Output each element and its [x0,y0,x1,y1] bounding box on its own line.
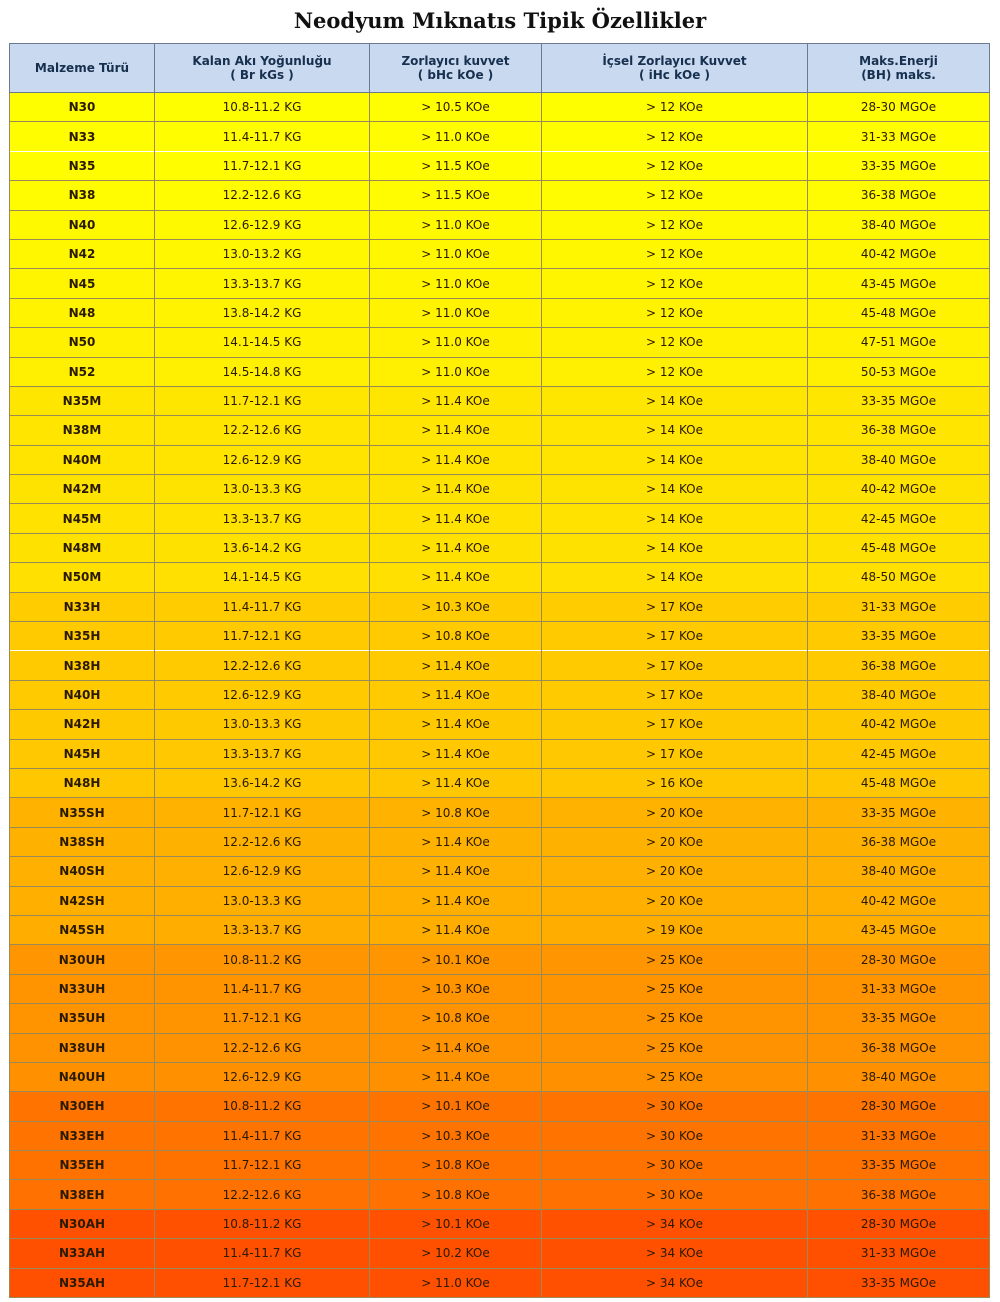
table-row [10,181,990,210]
column-header-title: Maks.Enerji [859,54,938,68]
table-row [10,1004,990,1033]
remanence-cell: 10.8-11.2 KG [155,1209,370,1238]
material-cell: N35H [10,622,155,651]
coercivity-cell: > 11.4 KOe [370,445,542,474]
max-energy-cell: 48-50 MGOe [808,563,990,592]
table-row [10,533,990,562]
material-cell: N42M [10,475,155,504]
remanence-cell: 11.4-11.7 KG [155,592,370,621]
max-energy-cell: 40-42 MGOe [808,710,990,739]
remanence-cell: 13.3-13.7 KG [155,269,370,298]
intrinsic-coercivity-cell: > 34 KOe [542,1268,808,1297]
intrinsic-coercivity-cell: > 30 KOe [542,1180,808,1209]
table-row [10,122,990,151]
remanence-cell: 11.7-12.1 KG [155,622,370,651]
material-cell: N48H [10,768,155,797]
coercivity-cell: > 10.8 KOe [370,1004,542,1033]
coercivity-cell: > 11.4 KOe [370,651,542,680]
material-cell: N42H [10,710,155,739]
max-energy-cell: 31-33 MGOe [808,1121,990,1150]
coercivity-cell: > 11.4 KOe [370,504,542,533]
table-row [10,622,990,651]
material-cell: N38SH [10,827,155,856]
table-row [10,328,990,357]
max-energy-cell: 40-42 MGOe [808,886,990,915]
column-header-title: Malzeme Türü [34,61,130,75]
max-energy-cell: 36-38 MGOe [808,1033,990,1062]
coercivity-cell: > 10.5 KOe [370,93,542,122]
material-cell: N33AH [10,1239,155,1268]
max-energy-cell: 36-38 MGOe [808,827,990,856]
coercivity-cell: > 11.0 KOe [370,328,542,357]
intrinsic-coercivity-cell: > 19 KOe [542,915,808,944]
table-row [10,475,990,504]
remanence-cell: 11.7-12.1 KG [155,386,370,415]
intrinsic-coercivity-cell: > 25 KOe [542,974,808,1003]
remanence-cell: 10.8-11.2 KG [155,945,370,974]
material-cell: N30 [10,93,155,122]
max-energy-cell: 36-38 MGOe [808,1180,990,1209]
remanence-cell: 12.2-12.6 KG [155,827,370,856]
column-header-unit: ( bHc kOe ) [417,68,494,82]
intrinsic-coercivity-cell: > 12 KOe [542,122,808,151]
remanence-cell: 11.4-11.7 KG [155,1121,370,1150]
table-row [10,1268,990,1297]
coercivity-cell: > 11.4 KOe [370,533,542,562]
column-header-material [10,44,155,93]
table-row [10,386,990,415]
max-energy-cell: 38-40 MGOe [808,210,990,239]
table-row [10,563,990,592]
remanence-cell: 11.7-12.1 KG [155,1004,370,1033]
table-row [10,592,990,621]
table-row [10,269,990,298]
column-header-coercivity [370,44,542,93]
coercivity-cell: > 11.4 KOe [370,886,542,915]
max-energy-cell: 28-30 MGOe [808,1209,990,1238]
material-cell: N35M [10,386,155,415]
remanence-cell: 12.2-12.6 KG [155,1033,370,1062]
coercivity-cell: > 11.4 KOe [370,1033,542,1062]
remanence-cell: 12.6-12.9 KG [155,445,370,474]
intrinsic-coercivity-cell: > 12 KOe [542,181,808,210]
remanence-cell: 12.2-12.6 KG [155,416,370,445]
coercivity-cell: > 10.1 KOe [370,1092,542,1121]
column-header-unit: ( iHc kOe ) [638,68,711,82]
material-cell: N30EH [10,1092,155,1121]
remanence-cell: 11.4-11.7 KG [155,1239,370,1268]
material-cell: N48M [10,533,155,562]
material-cell: N42 [10,239,155,268]
intrinsic-coercivity-cell: > 17 KOe [542,739,808,768]
table-row [10,710,990,739]
material-cell: N35 [10,151,155,180]
max-energy-cell: 42-45 MGOe [808,739,990,768]
column-header-title: Kalan Akı Yoğunluğu [192,54,332,68]
material-cell: N30AH [10,1209,155,1238]
max-energy-cell: 36-38 MGOe [808,416,990,445]
remanence-cell: 12.6-12.9 KG [155,857,370,886]
coercivity-cell: > 10.8 KOe [370,1180,542,1209]
coercivity-cell: > 11.0 KOe [370,1268,542,1297]
material-cell: N50 [10,328,155,357]
intrinsic-coercivity-cell: > 30 KOe [542,1121,808,1150]
coercivity-cell: > 11.0 KOe [370,210,542,239]
table-row [10,1121,990,1150]
intrinsic-coercivity-cell: > 20 KOe [542,857,808,886]
material-cell: N35SH [10,798,155,827]
remanence-cell: 10.8-11.2 KG [155,1092,370,1121]
coercivity-cell: > 11.5 KOe [370,151,542,180]
remanence-cell: 14.5-14.8 KG [155,357,370,386]
intrinsic-coercivity-cell: > 12 KOe [542,269,808,298]
coercivity-cell: > 10.3 KOe [370,1121,542,1150]
table-row [10,1062,990,1091]
max-energy-cell: 31-33 MGOe [808,592,990,621]
intrinsic-coercivity-cell: > 20 KOe [542,798,808,827]
material-cell: N38M [10,416,155,445]
material-cell: N40SH [10,857,155,886]
intrinsic-coercivity-cell: > 14 KOe [542,386,808,415]
intrinsic-coercivity-cell: > 12 KOe [542,357,808,386]
coercivity-cell: > 11.4 KOe [370,710,542,739]
remanence-cell: 13.6-14.2 KG [155,533,370,562]
column-header-remanence [155,44,370,93]
intrinsic-coercivity-cell: > 25 KOe [542,1062,808,1091]
material-cell: N45H [10,739,155,768]
table-row [10,915,990,944]
remanence-cell: 12.6-12.9 KG [155,210,370,239]
remanence-cell: 13.8-14.2 KG [155,298,370,327]
material-cell: N35UH [10,1004,155,1033]
remanence-cell: 11.7-12.1 KG [155,1268,370,1297]
table-row [10,357,990,386]
table-row [10,827,990,856]
max-energy-cell: 47-51 MGOe [808,328,990,357]
coercivity-cell: > 11.5 KOe [370,181,542,210]
remanence-cell: 12.2-12.6 KG [155,1180,370,1209]
material-cell: N48 [10,298,155,327]
table-row [10,680,990,709]
material-cell: N38UH [10,1033,155,1062]
max-energy-cell: 28-30 MGOe [808,945,990,974]
intrinsic-coercivity-cell: > 17 KOe [542,710,808,739]
max-energy-cell: 38-40 MGOe [808,680,990,709]
coercivity-cell: > 11.0 KOe [370,357,542,386]
remanence-cell: 13.0-13.2 KG [155,239,370,268]
material-cell: N38 [10,181,155,210]
coercivity-cell: > 11.0 KOe [370,122,542,151]
max-energy-cell: 33-35 MGOe [808,1268,990,1297]
material-cell: N40H [10,680,155,709]
table-row [10,298,990,327]
max-energy-cell: 33-35 MGOe [808,151,990,180]
intrinsic-coercivity-cell: > 25 KOe [542,1033,808,1062]
max-energy-cell: 40-42 MGOe [808,239,990,268]
remanence-cell: 11.7-12.1 KG [155,798,370,827]
remanence-cell: 14.1-14.5 KG [155,328,370,357]
remanence-cell: 11.7-12.1 KG [155,151,370,180]
coercivity-cell: > 10.2 KOe [370,1239,542,1268]
table-row [10,974,990,1003]
coercivity-cell: > 11.4 KOe [370,386,542,415]
max-energy-cell: 43-45 MGOe [808,269,990,298]
magnet-properties-table [9,43,990,1298]
intrinsic-coercivity-cell: > 12 KOe [542,210,808,239]
table-header [10,44,990,93]
table-row [10,739,990,768]
material-cell: N35EH [10,1151,155,1180]
coercivity-cell: > 10.8 KOe [370,622,542,651]
remanence-cell: 13.0-13.3 KG [155,886,370,915]
column-header-title: İçsel Zorlayıcı Kuvvet [602,54,747,68]
intrinsic-coercivity-cell: > 12 KOe [542,328,808,357]
material-cell: N33EH [10,1121,155,1150]
intrinsic-coercivity-cell: > 20 KOe [542,886,808,915]
intrinsic-coercivity-cell: > 34 KOe [542,1209,808,1238]
max-energy-cell: 33-35 MGOe [808,1004,990,1033]
table-row [10,857,990,886]
material-cell: N40M [10,445,155,474]
coercivity-cell: > 10.8 KOe [370,798,542,827]
intrinsic-coercivity-cell: > 14 KOe [542,504,808,533]
intrinsic-coercivity-cell: > 17 KOe [542,680,808,709]
material-cell: N35AH [10,1268,155,1297]
table-row [10,1209,990,1238]
max-energy-cell: 40-42 MGOe [808,475,990,504]
max-energy-cell: 50-53 MGOe [808,357,990,386]
material-cell: N45 [10,269,155,298]
intrinsic-coercivity-cell: > 17 KOe [542,651,808,680]
intrinsic-coercivity-cell: > 14 KOe [542,475,808,504]
max-energy-cell: 45-48 MGOe [808,533,990,562]
remanence-cell: 13.3-13.7 KG [155,915,370,944]
column-header-title: Zorlayıcı kuvvet [401,54,510,68]
table-row [10,93,990,122]
coercivity-cell: > 10.3 KOe [370,974,542,1003]
material-cell: N38H [10,651,155,680]
max-energy-cell: 42-45 MGOe [808,504,990,533]
max-energy-cell: 31-33 MGOe [808,974,990,1003]
table-row [10,1239,990,1268]
table-row [10,239,990,268]
material-cell: N33UH [10,974,155,1003]
table-row [10,445,990,474]
coercivity-cell: > 10.8 KOe [370,1151,542,1180]
header-row [10,44,990,93]
table-row [10,151,990,180]
table-row [10,768,990,797]
material-cell: N30UH [10,945,155,974]
table-row [10,1092,990,1121]
intrinsic-coercivity-cell: > 20 KOe [542,827,808,856]
max-energy-cell: 36-38 MGOe [808,651,990,680]
column-header-max-energy [808,44,990,93]
max-energy-cell: 45-48 MGOe [808,298,990,327]
table-row [10,651,990,680]
intrinsic-coercivity-cell: > 14 KOe [542,533,808,562]
coercivity-cell: > 11.4 KOe [370,827,542,856]
intrinsic-coercivity-cell: > 16 KOe [542,768,808,797]
max-energy-cell: 28-30 MGOe [808,93,990,122]
intrinsic-coercivity-cell: > 25 KOe [542,1004,808,1033]
max-energy-cell: 33-35 MGOe [808,386,990,415]
intrinsic-coercivity-cell: > 14 KOe [542,416,808,445]
material-cell: N40UH [10,1062,155,1091]
table-row [10,210,990,239]
column-header-intrinsic-coercivity [542,44,808,93]
column-header-unit: (BH) maks. [861,68,936,82]
coercivity-cell: > 11.0 KOe [370,298,542,327]
intrinsic-coercivity-cell: > 12 KOe [542,93,808,122]
intrinsic-coercivity-cell: > 34 KOe [542,1239,808,1268]
coercivity-cell: > 11.0 KOe [370,239,542,268]
page-title: Neodyum Mıknatıs Tipik Özellikler [293,8,707,33]
max-energy-cell: 38-40 MGOe [808,445,990,474]
material-cell: N40 [10,210,155,239]
max-energy-cell: 43-45 MGOe [808,915,990,944]
intrinsic-coercivity-cell: > 25 KOe [542,945,808,974]
material-cell: N52 [10,357,155,386]
max-energy-cell: 31-33 MGOe [808,122,990,151]
coercivity-cell: > 11.4 KOe [370,915,542,944]
intrinsic-coercivity-cell: > 30 KOe [542,1151,808,1180]
table-row [10,1180,990,1209]
coercivity-cell: > 11.4 KOe [370,680,542,709]
coercivity-cell: > 11.4 KOe [370,739,542,768]
max-energy-cell: 45-48 MGOe [808,768,990,797]
intrinsic-coercivity-cell: > 17 KOe [542,592,808,621]
coercivity-cell: > 11.4 KOe [370,768,542,797]
remanence-cell: 12.2-12.6 KG [155,181,370,210]
intrinsic-coercivity-cell: > 12 KOe [542,151,808,180]
max-energy-cell: 36-38 MGOe [808,181,990,210]
intrinsic-coercivity-cell: > 30 KOe [542,1092,808,1121]
remanence-cell: 11.7-12.1 KG [155,1151,370,1180]
table-row [10,1033,990,1062]
material-cell: N33H [10,592,155,621]
max-energy-cell: 28-30 MGOe [808,1092,990,1121]
coercivity-cell: > 11.4 KOe [370,563,542,592]
max-energy-cell: 33-35 MGOe [808,1151,990,1180]
intrinsic-coercivity-cell: > 14 KOe [542,563,808,592]
max-energy-cell: 38-40 MGOe [808,857,990,886]
table-row [10,945,990,974]
table-row [10,416,990,445]
table-row [10,504,990,533]
material-cell: N38EH [10,1180,155,1209]
material-cell: N45M [10,504,155,533]
intrinsic-coercivity-cell: > 14 KOe [542,445,808,474]
coercivity-cell: > 10.1 KOe [370,945,542,974]
remanence-cell: 13.0-13.3 KG [155,475,370,504]
material-cell: N45SH [10,915,155,944]
remanence-cell: 13.0-13.3 KG [155,710,370,739]
remanence-cell: 14.1-14.5 KG [155,563,370,592]
remanence-cell: 13.6-14.2 KG [155,768,370,797]
coercivity-cell: > 11.4 KOe [370,416,542,445]
remanence-cell: 12.6-12.9 KG [155,680,370,709]
remanence-cell: 13.3-13.7 KG [155,504,370,533]
remanence-cell: 11.4-11.7 KG [155,974,370,1003]
remanence-cell: 10.8-11.2 KG [155,93,370,122]
material-cell: N50M [10,563,155,592]
table-row [10,886,990,915]
coercivity-cell: > 10.1 KOe [370,1209,542,1238]
remanence-cell: 12.6-12.9 KG [155,1062,370,1091]
max-energy-cell: 33-35 MGOe [808,622,990,651]
coercivity-cell: > 10.3 KOe [370,592,542,621]
column-header-unit: ( Br kGs ) [230,68,294,82]
table-row [10,798,990,827]
remanence-cell: 11.4-11.7 KG [155,122,370,151]
remanence-cell: 13.3-13.7 KG [155,739,370,768]
intrinsic-coercivity-cell: > 12 KOe [542,239,808,268]
coercivity-cell: > 11.4 KOe [370,475,542,504]
remanence-cell: 12.2-12.6 KG [155,651,370,680]
table-body [10,93,990,1298]
intrinsic-coercivity-cell: > 17 KOe [542,622,808,651]
material-cell: N42SH [10,886,155,915]
material-cell: N33 [10,122,155,151]
max-energy-cell: 31-33 MGOe [808,1239,990,1268]
table-row [10,1151,990,1180]
intrinsic-coercivity-cell: > 12 KOe [542,298,808,327]
max-energy-cell: 38-40 MGOe [808,1062,990,1091]
coercivity-cell: > 11.0 KOe [370,269,542,298]
coercivity-cell: > 11.4 KOe [370,857,542,886]
max-energy-cell: 33-35 MGOe [808,798,990,827]
coercivity-cell: > 11.4 KOe [370,1062,542,1091]
